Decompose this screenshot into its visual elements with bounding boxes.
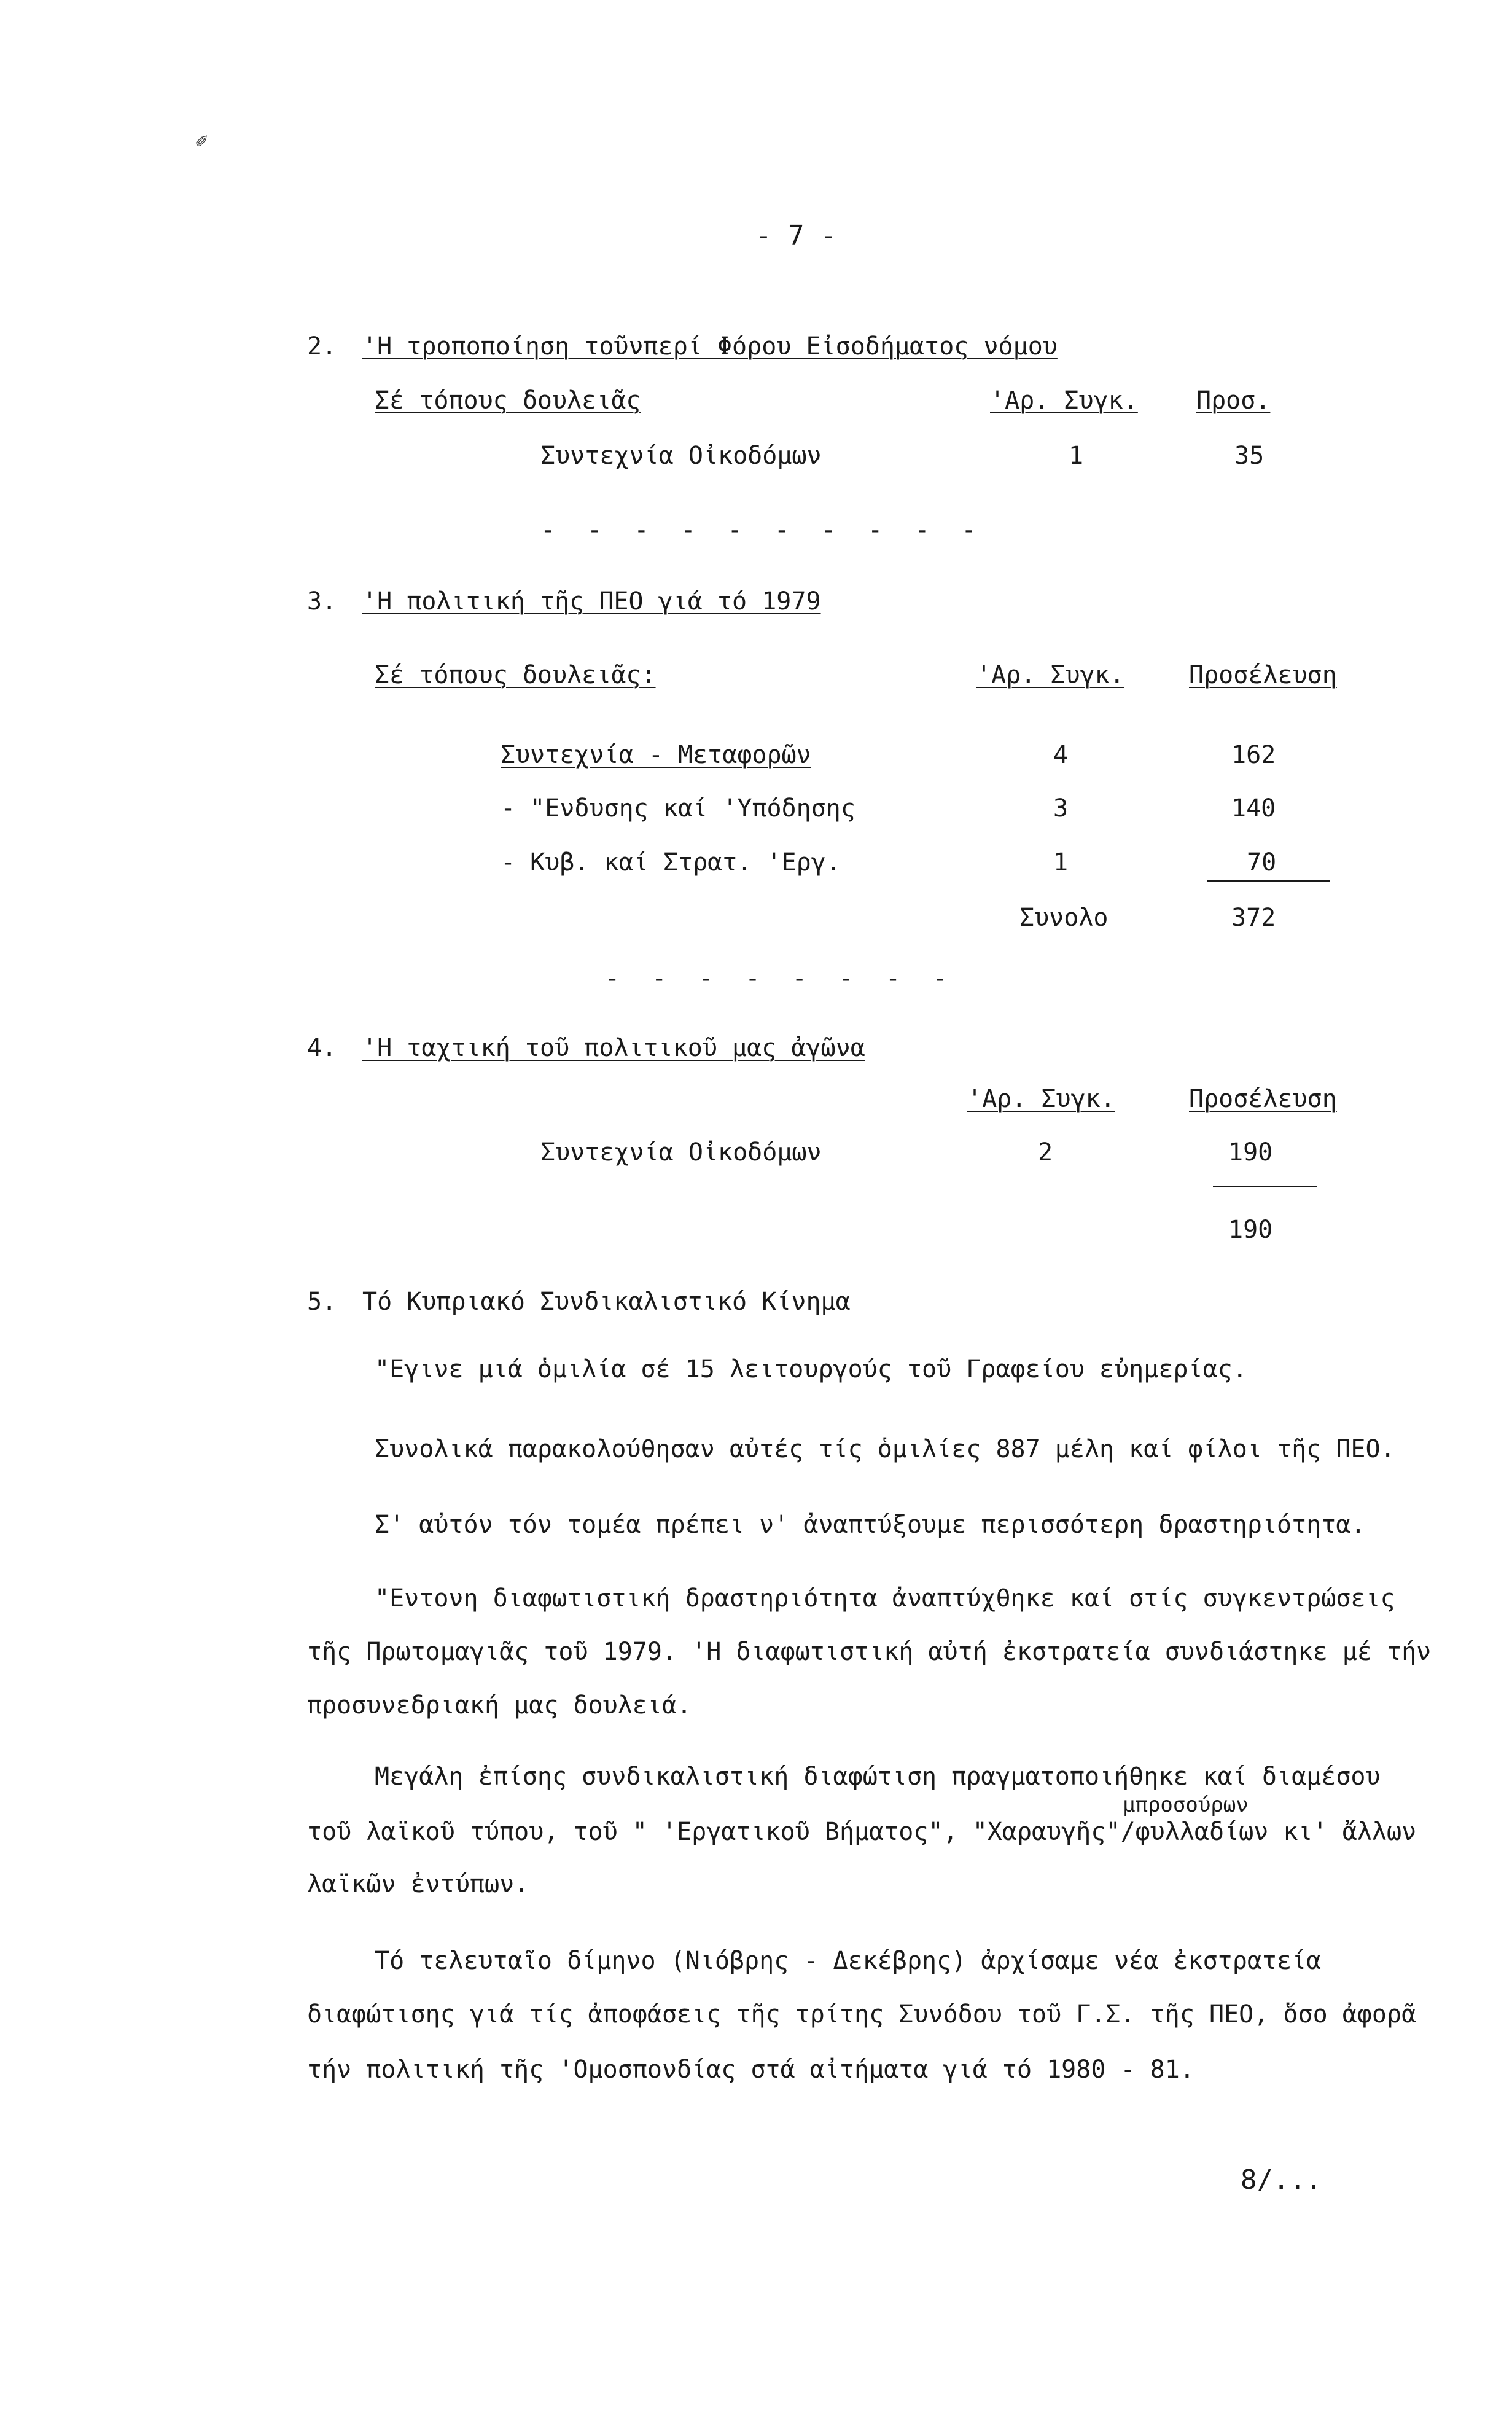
handwritten-insert: μπροσούρων [1123,1793,1249,1817]
paragraph-line: διαφώτισης γιά τίς ἀποφάσεις τῆς τρίτης Συνόδου τοῦ Γ.Σ. τῆς ΠΕΟ, ὅσο ἀφορᾶ [307,2000,1417,2029]
section-number: 4. [307,1034,337,1062]
total-rule [1213,1186,1317,1187]
column-header-meetings: 'Αρ. Συγκ. [976,661,1124,689]
column-header-attendance: Προσέλευση [1189,1085,1337,1113]
paragraph-line: προσυνεδριακή μας δουλειά. [307,1691,692,1719]
section-title: Τό Κυπριακό Συνδικαλιστικό Κίνημα [362,1288,851,1316]
paragraph-line: Συνολικά παρακολούθησαν αὐτές τίς ὁμιλίες 887 μέλη καί φίλοι τῆς ΠΕΟ. [375,1435,1395,1463]
total-value: 190 [1228,1216,1273,1244]
row-attendance: 35 [1234,442,1265,470]
table-row-meetings: 3 [1053,794,1069,823]
column-header-meetings: 'Αρ. Συγκ. [967,1085,1115,1113]
section-title: 'Η ταχτική τοῦ πολιτικοῦ μας ἀγῶνα [362,1034,865,1062]
paragraph-line: "Εγινε μιά ὁμιλία σέ 15 λειτουργούς τοῦ Γραφείου εὐημερίας. [375,1355,1247,1383]
continuation-mark: 8/... [1241,2164,1322,2196]
paragraph-line: λαϊκῶν ἐντύπων. [307,1870,529,1898]
row-name: Συντεχνία Οἰκοδόμων [540,1138,822,1167]
section-number: 2. [307,332,337,361]
total-value: 372 [1231,904,1276,932]
table-row-name: - Κυβ. καί Στρατ. 'Εργ. [501,848,841,877]
place-label: Σέ τόπους δουλειᾶς [375,386,641,415]
table-row-attendance: 70 [1247,848,1277,877]
table-row-meetings: 1 [1053,848,1069,877]
pen-mark-icon: ✐ [195,129,208,154]
paragraph-line: τοῦ λαϊκοῦ τύπου, τοῦ " 'Εργατικοῦ Βήματος", "Χαραυγῆς"/φυλλαδίων κι' ἄλλων [307,1818,1417,1846]
paragraph-line: Τό τελευταῖο δίμηνο (Νιόβρης - Δεκέβρης) ἀρχίσαμε νέα ἐκστρατεία [375,1947,1322,1975]
row-name: Συντεχνία Οἰκοδόμων [540,442,822,470]
column-header-meetings: 'Αρ. Συγκ. [990,386,1138,415]
column-header-attendance: Προσέλευση [1189,661,1337,689]
section-number: 3. [307,587,337,616]
paragraph-line: τήν πολιτική τῆς 'Ομοσπονδίας στά αἰτήματα γιά τό 1980 - 81. [307,2056,1194,2084]
paragraph-line: "Εντονη διαφωτιστική δραστηριότητα ἀναπτύχθηκε καί στίς συγκεντρώσεις [375,1584,1395,1613]
table-row-attendance: 140 [1231,794,1276,823]
table-row-name: Συντεχνία - Μεταφορῶν [501,741,811,769]
section-number: 5. [307,1288,337,1316]
separator-dashes: - - - - - - - - - - [540,516,985,544]
total-rule [1207,880,1330,882]
paragraph-line: Μεγάλη ἐπίσης συνδικαλιστική διαφώτιση πραγματοποιήθηκε καί διαμέσου [375,1763,1381,1791]
table-row-name: - "Ενδυσης καί 'Υπόδησης [501,794,855,823]
row-meetings: 1 [1069,442,1084,470]
table-row-attendance: 162 [1231,741,1276,769]
section-title: 'Η τροποποίηση τοῦνπερί Φόρου Εἰσοδήματος νόμου [362,332,1058,361]
separator-dashes: - - - - - - - - [605,964,956,993]
row-meetings: 2 [1038,1138,1053,1167]
column-header-attendance: Προσ. [1196,386,1271,415]
paragraph-line: Σ' αὐτόν τόν τομέα πρέπει ν' ἀναπτύξουμε περισσότερη δραστηριότητα. [375,1511,1366,1539]
paragraph-line: τῆς Πρωτομαγιᾶς τοῦ 1979. 'Η διαφωτιστική αὐτή ἐκστρατεία συνδιάστηκε μέ τήν [307,1638,1432,1666]
place-label: Σέ τόπους δουλειᾶς: [375,661,656,689]
table-row-meetings: 4 [1053,741,1069,769]
page-number: - 7 - [755,220,837,251]
section-title: 'Η πολιτική τῆς ΠΕΟ γιά τό 1979 [362,587,821,616]
row-attendance: 190 [1228,1138,1273,1167]
total-label: Συνολο [1019,904,1109,932]
